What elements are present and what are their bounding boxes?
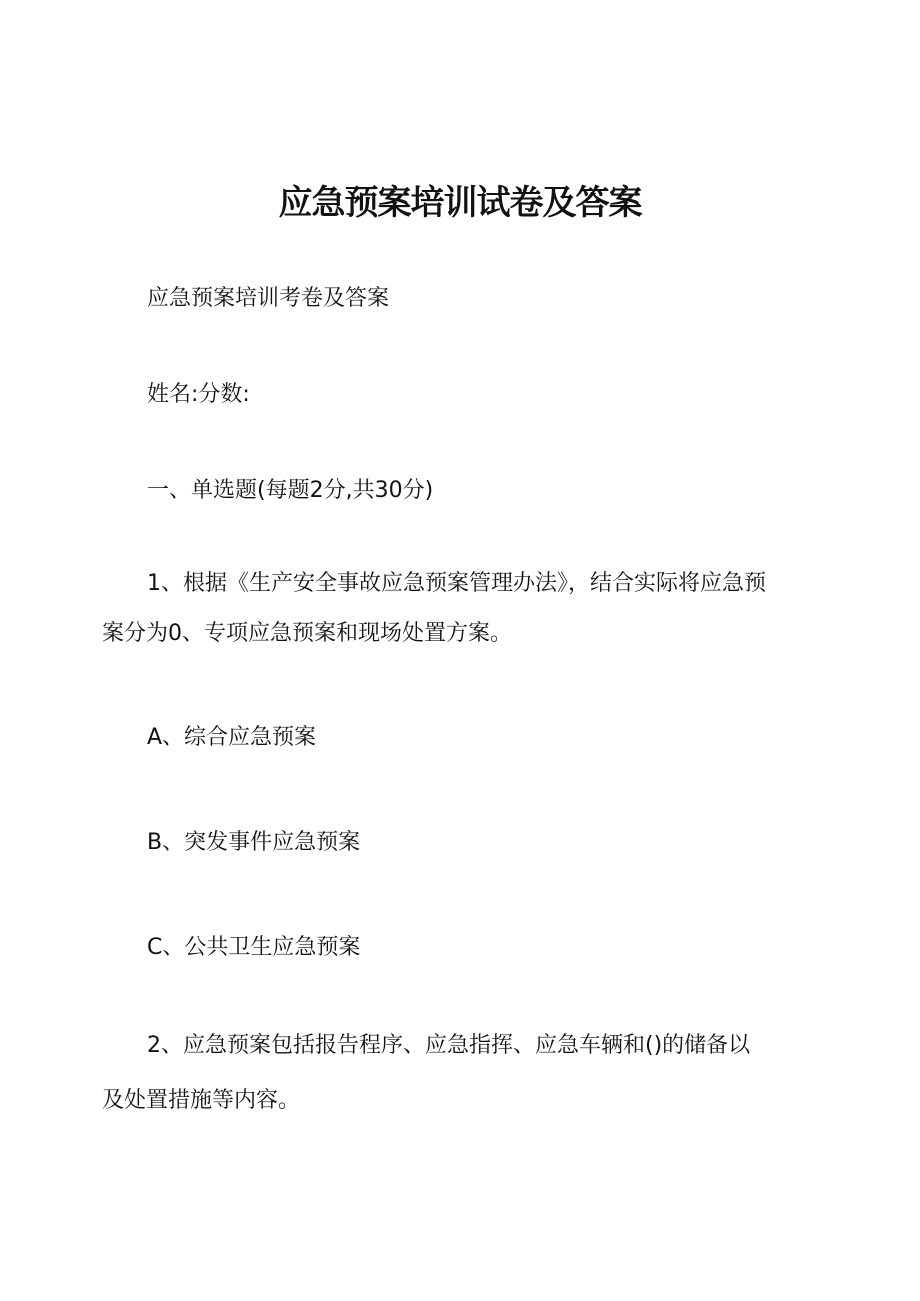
question-1-line-2: 案分为0、专项应急预案和现场处置方案。 [102,621,512,646]
section-heading: 一、单选题(每题2分,共30分) [147,478,434,503]
question-2-line-2: 及处置措施等内容。 [102,1088,301,1113]
question-1-option-b: B、突发事件应急预案 [147,830,361,855]
question-1-option-c: C、公共卫生应急预案 [147,935,361,960]
name-score-line: 姓名:分数: [147,382,250,407]
question-1-option-a: A、综合应急预案 [147,725,317,750]
document-subtitle: 应急预案培训考卷及答案 [147,286,390,311]
question-1-line-1: 1、根据《生产安全事故应急预案管理办法》，结合实际将应急预 [147,571,766,596]
document-title: 应急预案培训试卷及答案 [278,183,642,223]
question-2-line-1: 2、应急预案包括报告程序、应急指挥、应急车辆和()的储备以 [147,1033,751,1058]
